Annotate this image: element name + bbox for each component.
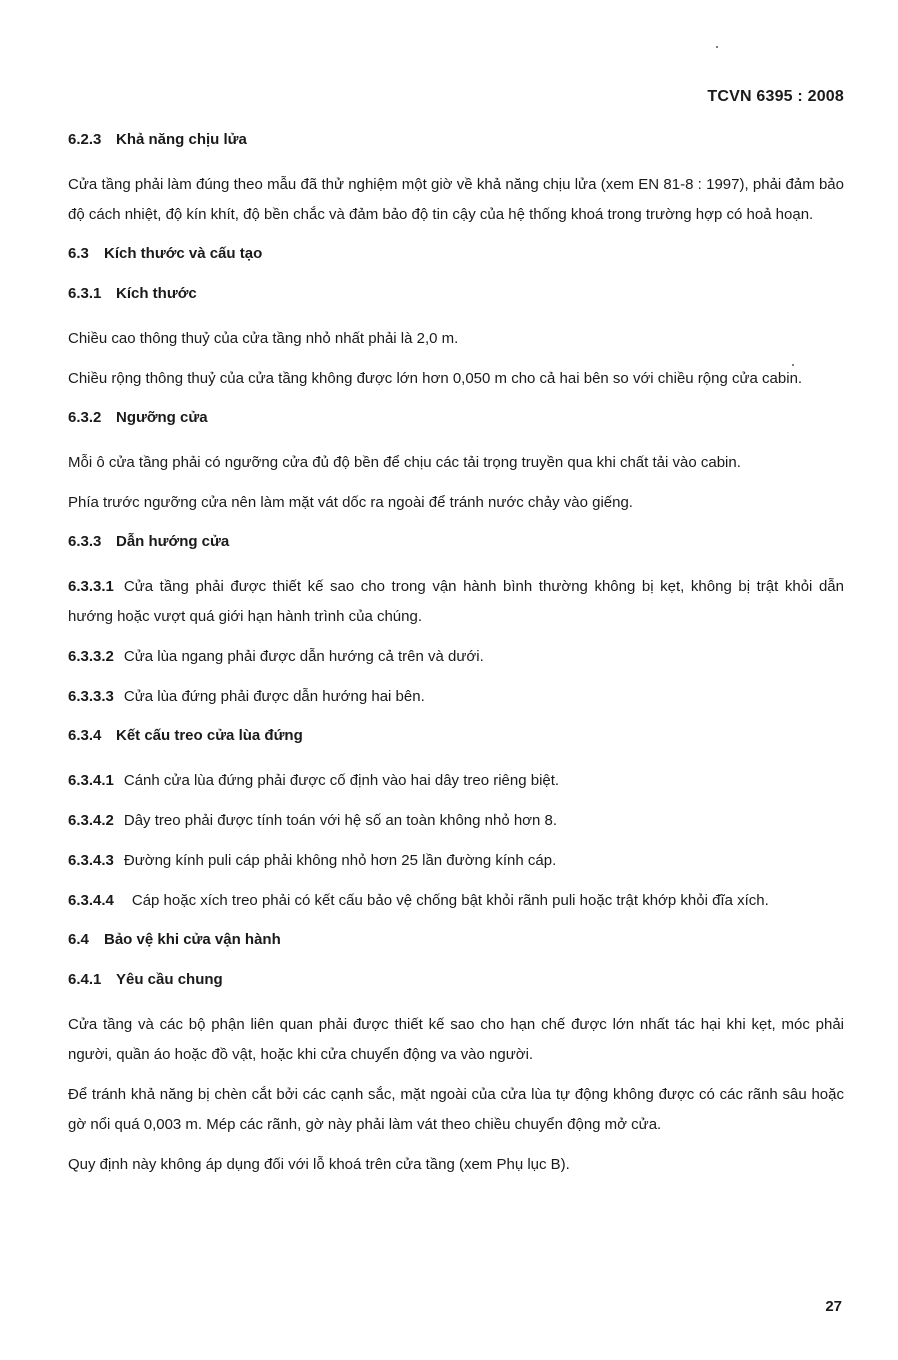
paragraph: Mỗi ô cửa tầng phải có ngưỡng cửa đủ độ bền để chịu các tải trọng truyền qua khi chất tải vào cabin. — [68, 454, 741, 471]
clause-6-3-3-3 — [68, 682, 844, 712]
heading-title: Yêu cầu chung — [116, 971, 223, 988]
heading-number: 6.2.3 — [68, 131, 102, 148]
clause-text: Cửa tầng phải được thiết kế sao cho trong vận hành bình thường không bị kẹt, không bị trật khỏi dẫn hướng hoặc vượt quá giới hạn hành trình của chúng. — [68, 578, 844, 625]
heading-title: Kết cấu treo cửa lùa đứng — [116, 727, 303, 744]
clause-6-3-4-4 — [68, 886, 844, 916]
clause-6-3-4-1 — [68, 766, 844, 796]
scan-speck — [716, 46, 718, 48]
clause-6-3-4-3 — [68, 846, 844, 876]
paragraph: Quy định này không áp dụng đối với lỗ khoá trên cửa tầng (xem Phụ lục B). — [68, 1156, 570, 1173]
heading-title: Bảo vệ khi cửa vận hành — [104, 931, 281, 948]
clause-text: Cửa lùa ngang phải được dẫn hướng cả trên và dưới. — [123, 648, 484, 665]
heading-6-4-1 — [68, 970, 844, 990]
clause-number: 6.3.3.1 — [68, 578, 114, 595]
clause-text: Dây treo phải được tính toán với hệ số an toàn không nhỏ hơn 8. — [123, 812, 558, 829]
heading-number: 6.3.2 — [68, 409, 102, 426]
clause-text: Cáp hoặc xích treo phải có kết cấu bảo vệ chống bật khỏi rãnh puli hoặc trật khớp khỏi đĩa xích. — [131, 892, 769, 909]
heading-6-3-1 — [68, 284, 844, 304]
heading-number: 6.3.1 — [68, 285, 102, 302]
paragraph: Để tránh khả năng bị chèn cắt bởi các cạnh sắc, mặt ngoài của cửa lùa tự động không được có các rãnh sâu hoặc gờ nổi quá 0,003 m. Mép các rãnh, gờ này phải làm vát theo chiều chuyển động mở cửa. — [68, 1086, 844, 1133]
paragraph: Chiều rộng thông thuỷ của cửa tầng không được lớn hơn 0,050 m cho cả hai bên so với chiều rộng cửa cabin. — [68, 370, 803, 387]
heading-6-3-2 — [68, 408, 844, 428]
page-content — [68, 130, 844, 1190]
heading-title: Dẫn hướng cửa — [116, 533, 230, 550]
paragraph: Cửa tầng phải làm đúng theo mẫu đã thử nghiệm một giờ về khả năng chịu lửa (xem EN 81-8 : 1997), phải đảm bảo độ cách nhiệt, độ kín khít, độ bền chắc và đảm bảo độ tin cậy của hệ thống khoá trong trường hợp có hoả hoạn. — [68, 176, 844, 223]
heading-number: 6.3 — [68, 245, 89, 262]
page-number: 27 — [825, 1298, 842, 1315]
clause-6-3-4-2 — [68, 806, 844, 836]
clause-6-3-3-1 — [68, 572, 844, 632]
clause-number: 6.3.3.3 — [68, 688, 114, 705]
paragraph: Cửa tầng và các bộ phận liên quan phải được thiết kế sao cho hạn chế được lớn nhất tác hại khi kẹt, móc phải người, quần áo hoặc đồ vật, hoặc khi cửa chuyển động va vào người. — [68, 1016, 844, 1063]
heading-title: Ngưỡng cửa — [116, 409, 208, 426]
clause-text: Cánh cửa lùa đứng phải được cố định vào hai dây treo riêng biệt. — [123, 772, 560, 789]
clause-6-3-3-2 — [68, 642, 844, 672]
heading-6-3 — [68, 244, 844, 264]
clause-number: 6.3.4.3 — [68, 852, 114, 869]
clause-number: 6.3.3.2 — [68, 648, 114, 665]
heading-number: 6.3.3 — [68, 533, 102, 550]
heading-6-3-4 — [68, 726, 844, 746]
heading-title: Khả năng chịu lửa — [116, 131, 247, 148]
heading-number: 6.4.1 — [68, 971, 102, 988]
clause-number: 6.3.4.1 — [68, 772, 114, 789]
clause-number: 6.3.4.4 — [68, 892, 114, 909]
heading-title: Kích thước — [116, 285, 197, 302]
heading-6-4 — [68, 930, 844, 950]
heading-6-3-3 — [68, 532, 844, 552]
paragraph: Chiều cao thông thuỷ của cửa tầng nhỏ nhất phải là 2,0 m. — [68, 330, 459, 347]
heading-number: 6.4 — [68, 931, 89, 948]
heading-title: Kích thước và cấu tạo — [104, 245, 263, 262]
clause-text: Cửa lùa đứng phải được dẫn hướng hai bên. — [123, 688, 425, 705]
document-code: TCVN 6395 : 2008 — [707, 88, 844, 105]
clause-text: Đường kính puli cáp phải không nhỏ hơn 25 lần đường kính cáp. — [123, 852, 557, 869]
paragraph: Phía trước ngưỡng cửa nên làm mặt vát dốc ra ngoài để tránh nước chảy vào giếng. — [68, 494, 633, 511]
clause-number: 6.3.4.2 — [68, 812, 114, 829]
heading-number: 6.3.4 — [68, 727, 102, 744]
heading-6-2-3 — [68, 130, 844, 150]
